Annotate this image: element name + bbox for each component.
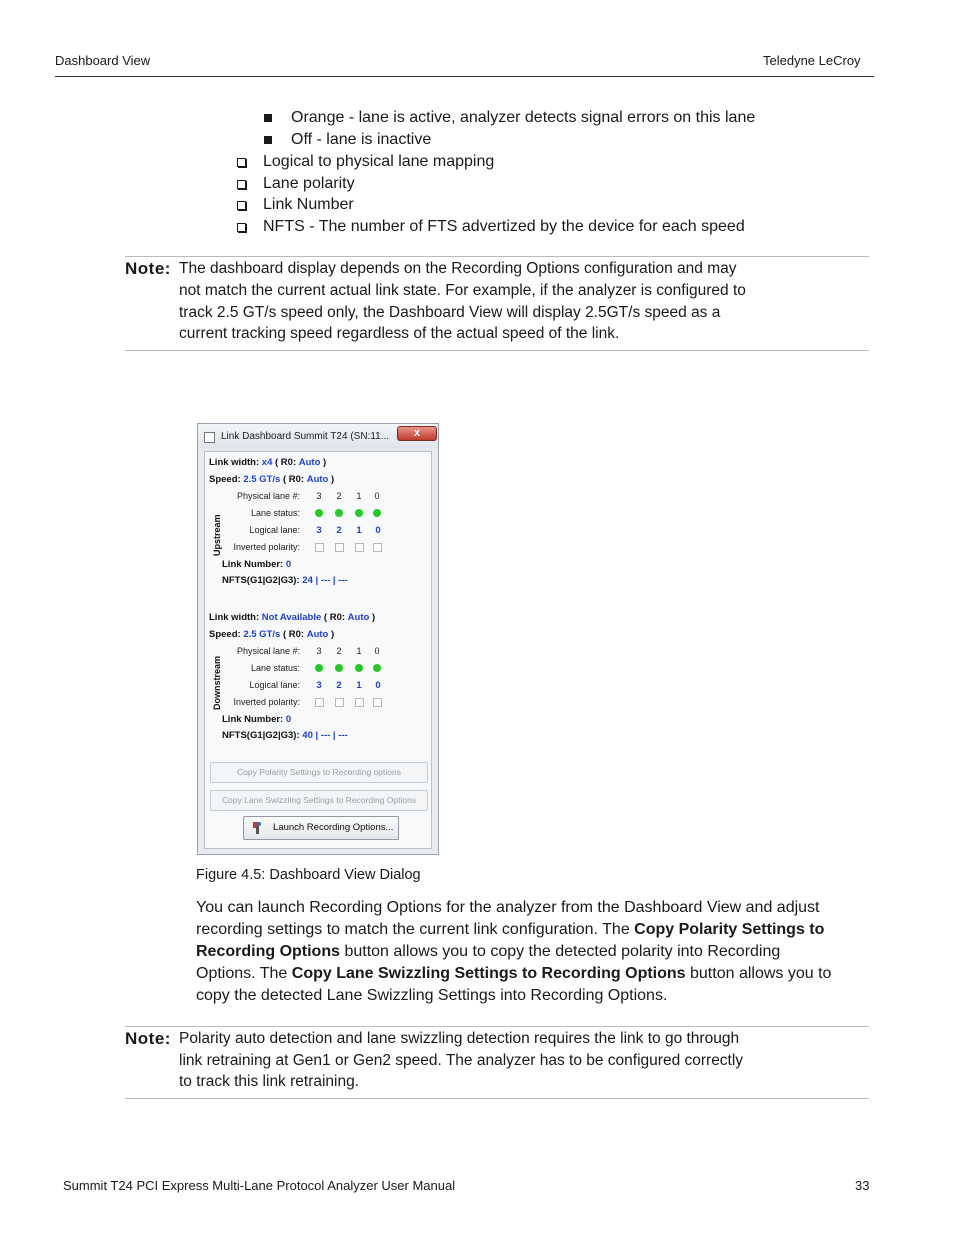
- lane-status-green-icon: [315, 664, 323, 672]
- note-line: not match the current actual link state. For example, if the analyzer is configured to: [179, 282, 746, 299]
- upstream-speed: Speed: 2.5 GT/s ( R0: Auto ): [209, 474, 335, 485]
- note-line: current tracking speed regardless of the actual speed of the link.: [179, 325, 620, 342]
- inverted-polarity-checkbox[interactable]: [373, 543, 382, 552]
- hollow-square-bullet-icon: [237, 201, 246, 210]
- sub-bullet-text: Off - lane is inactive: [291, 131, 432, 148]
- paragraph-line: recording settings to match the current link configuration. The Copy Polarity Settings to: [196, 921, 825, 938]
- sub-bullet-text: Orange - lane is active, analyzer detects signal errors on this lane: [291, 109, 756, 126]
- logical-lane-label: Logical lane:: [249, 525, 300, 535]
- downstream-section-label: Downstream: [212, 655, 222, 710]
- lane-status-green-icon: [373, 509, 381, 517]
- bullet-text: Logical to physical lane mapping: [263, 153, 495, 170]
- paragraph-line: copy the detected Lane Swizzling Settings into Recording Options.: [196, 987, 668, 1004]
- recording-options-icon: [252, 821, 262, 835]
- hollow-square-bullet-icon: [237, 223, 246, 232]
- note-line: Polarity auto detection and lane swizzling detection requires the link to go through: [179, 1030, 740, 1047]
- launch-button-label: Launch Recording Options...: [273, 822, 394, 833]
- inverted-polarity-checkbox[interactable]: [355, 543, 364, 552]
- physical-lane: 1: [356, 491, 362, 501]
- bullet-text: Lane polarity: [263, 175, 355, 192]
- upstream-section-label: Upstream: [212, 514, 222, 556]
- note-line: track 2.5 GT/s speed only, the Dashboard View will display 2.5GT/s speed as a: [179, 304, 721, 321]
- lane-status-green-icon: [335, 664, 343, 672]
- lane-status-label: Lane status:: [250, 508, 300, 518]
- copy-swizzling-button[interactable]: Copy Lane Swizzling Settings to Recording Options: [210, 790, 428, 811]
- physical-lane: 3: [316, 646, 322, 656]
- note-bottom-rule: [125, 350, 869, 351]
- hollow-square-bullet-icon: [237, 180, 246, 189]
- inverted-polarity-checkbox[interactable]: [335, 543, 344, 552]
- copy-polarity-button[interactable]: Copy Polarity Settings to Recording options: [210, 762, 428, 783]
- logical-lane: 3: [316, 525, 322, 536]
- logical-lane: 2: [336, 525, 342, 536]
- dialog-title: Link Dashboard Summit T24 (SN:11...: [221, 431, 390, 442]
- inverted-polarity-checkbox[interactable]: [315, 543, 324, 552]
- inverted-polarity-checkbox[interactable]: [315, 698, 324, 707]
- paragraph-line: Recording Options button allows you to copy the detected polarity into Recording: [196, 943, 781, 960]
- dialog-titlebar: [198, 424, 438, 448]
- paragraph-line: Options. The Copy Lane Swizzling Settings to Recording Options button allows you to: [196, 965, 832, 982]
- lane-status-green-icon: [315, 509, 323, 517]
- upstream-nfts: NFTS(G1|G2|G3): 24 | --- | ---: [222, 575, 348, 586]
- downstream-link-number: Link Number: 0: [222, 714, 292, 725]
- physical-lane: 2: [336, 491, 342, 501]
- note-label: Note:: [125, 1029, 171, 1048]
- downstream-nfts: NFTS(G1|G2|G3): 40 | --- | ---: [222, 730, 348, 741]
- lane-status-green-icon: [335, 509, 343, 517]
- lane-status-label: Lane status:: [250, 663, 300, 673]
- physical-lane-label: Physical lane #:: [236, 491, 300, 501]
- logical-lane: 1: [356, 525, 362, 536]
- physical-lane: 0: [374, 491, 380, 501]
- lane-status-green-icon: [373, 664, 381, 672]
- logical-lane-label: Logical lane:: [249, 680, 300, 690]
- lane-status-green-icon: [355, 664, 363, 672]
- figure-caption: Figure 4.5: Dashboard View Dialog: [196, 867, 421, 883]
- app-icon: [204, 432, 215, 443]
- page-number: 33: [855, 1178, 870, 1193]
- note-bottom-rule: [125, 1098, 869, 1099]
- lane-status-green-icon: [355, 509, 363, 517]
- hollow-square-bullet-icon: [237, 158, 246, 167]
- inverted-polarity-label: Inverted polarity:: [233, 697, 300, 707]
- bullet-text: NFTS - The number of FTS advertized by the device for each speed: [263, 218, 745, 235]
- logical-lane: 2: [336, 680, 342, 691]
- inverted-polarity-checkbox[interactable]: [335, 698, 344, 707]
- launch-recording-options-button[interactable]: [243, 816, 399, 840]
- square-bullet-icon: [264, 114, 272, 122]
- inverted-polarity-label: Inverted polarity:: [233, 542, 300, 552]
- note-line: link retraining at Gen1 or Gen2 speed. The analyzer has to be configured correctly: [179, 1052, 744, 1069]
- close-button[interactable]: x: [397, 426, 437, 441]
- logical-lane: 1: [356, 680, 362, 691]
- note-line: to track this link retraining.: [179, 1073, 360, 1090]
- downstream-link-width: Link width: Not Available ( R0: Auto ): [209, 612, 376, 623]
- square-bullet-icon: [264, 136, 272, 144]
- logical-lane: 0: [375, 525, 381, 536]
- header-section-title: Dashboard View: [55, 53, 151, 68]
- inverted-polarity-checkbox[interactable]: [373, 698, 382, 707]
- bullet-text: Link Number: [263, 196, 354, 213]
- note-line: The dashboard display depends on the Recording Options configuration and may: [179, 260, 737, 277]
- header-company: Teledyne LeCroy: [763, 53, 861, 68]
- footer-manual-title: Summit T24 PCI Express Multi-Lane Protocol Analyzer User Manual: [63, 1178, 456, 1193]
- physical-lane: 0: [374, 646, 380, 656]
- logical-lane: 0: [375, 680, 381, 691]
- note-top-rule: [125, 256, 869, 257]
- physical-lane: 2: [336, 646, 342, 656]
- upstream-link-number: Link Number: 0: [222, 559, 292, 570]
- logical-lane: 3: [316, 680, 322, 691]
- physical-lane: 1: [356, 646, 362, 656]
- note-label: Note:: [125, 259, 171, 278]
- physical-lane: 3: [316, 491, 322, 501]
- paragraph-line: You can launch Recording Options for the analyzer from the Dashboard View and adjust: [196, 899, 820, 916]
- inverted-polarity-checkbox[interactable]: [355, 698, 364, 707]
- physical-lane-label: Physical lane #:: [236, 646, 300, 656]
- downstream-speed: Speed: 2.5 GT/s ( R0: Auto ): [209, 629, 335, 640]
- note-top-rule: [125, 1026, 869, 1027]
- upstream-link-width: Link width: x4 ( R0: Auto ): [209, 457, 327, 468]
- header-rule: [55, 76, 874, 77]
